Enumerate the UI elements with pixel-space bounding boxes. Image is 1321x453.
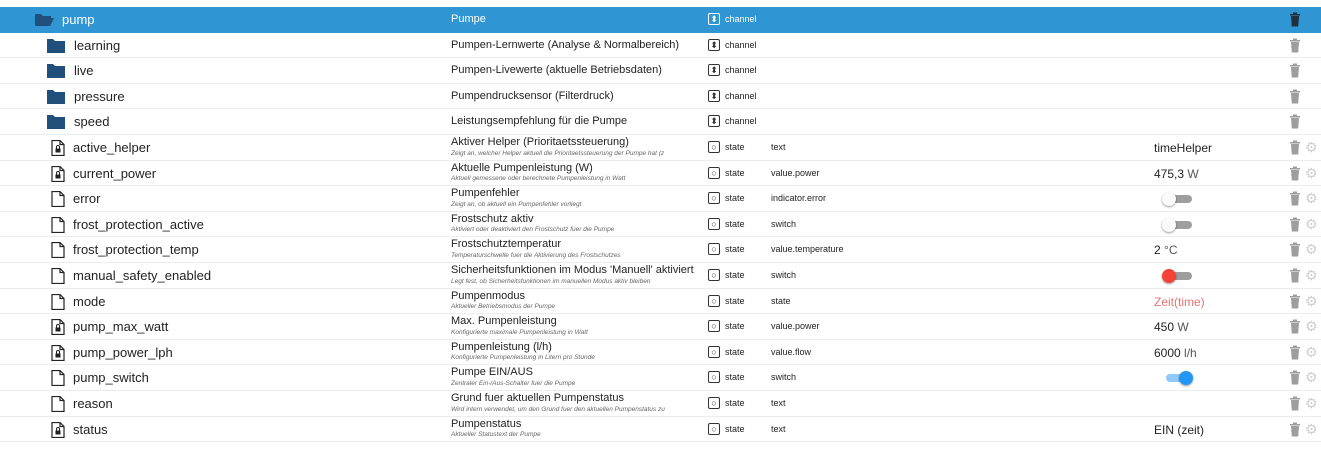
object-name: manual_safety_enabled: [73, 268, 212, 283]
channel-type-icon: [708, 13, 720, 25]
object-name: error: [73, 191, 101, 207]
object-title-cell: [451, 212, 707, 237]
state-type-icon: [708, 192, 720, 204]
folder-icon: [46, 89, 66, 105]
object-value[interactable]: [1154, 320, 1189, 334]
value-text: 450: [1154, 320, 1175, 335]
object-title: Pumpenstatus: [451, 417, 522, 430]
object-description: Aktueller Betriebsmodus der Pumpe: [451, 303, 556, 311]
tree-row-pump[interactable]: [0, 7, 1321, 33]
object-role: switch: [771, 372, 797, 383]
object-type: state: [725, 346, 745, 357]
tree-row-pump_switch[interactable]: [0, 365, 1321, 391]
object-role: value.power: [771, 167, 820, 178]
object-title: Leistungsempfehlung für die Pumpe: [451, 115, 628, 128]
value-unit: (time): [1174, 294, 1205, 309]
object-title-cell: [451, 84, 707, 109]
file-icon: [48, 191, 68, 207]
object-title: Pumpe EIN/AUS: [451, 366, 533, 379]
tree-row-manual_safety_enabled[interactable]: [0, 263, 1321, 289]
object-title: Grund fuer aktuellen Pumpenstatus: [451, 392, 625, 404]
gear-icon[interactable]: ⚙: [1305, 369, 1318, 386]
state-type-icon: [708, 320, 720, 332]
file-icon: [48, 370, 68, 386]
state-type-icon: [708, 141, 720, 153]
object-name: pump_switch: [73, 370, 149, 386]
object-title-cell: [451, 391, 707, 416]
object-title-cell: [451, 237, 707, 262]
switch-knob[interactable]: [1162, 192, 1176, 206]
value-unit: W: [1177, 320, 1189, 335]
state-type-icon: [708, 243, 720, 255]
object-title-cell: [451, 186, 707, 211]
file-icon: [48, 217, 68, 233]
trash-icon[interactable]: [1289, 63, 1301, 78]
object-type: state: [725, 295, 745, 306]
switch-knob[interactable]: [1162, 269, 1176, 283]
trash-icon[interactable]: [1289, 294, 1301, 309]
object-value[interactable]: [1154, 423, 1204, 437]
state-type-icon: [708, 167, 720, 179]
object-name: pump: [62, 12, 95, 27]
value-unit: W: [1187, 166, 1199, 181]
object-description: Aktueller Statustext der Pumpe: [451, 431, 541, 439]
gear-icon[interactable]: ⚙: [1305, 395, 1318, 411]
file-lock-icon: [48, 140, 68, 156]
object-value[interactable]: [1154, 141, 1212, 155]
object-title: Frostschutz aktiv: [451, 212, 534, 225]
folder-icon: [46, 114, 66, 130]
state-type-icon: [708, 423, 720, 435]
object-name: status: [73, 421, 108, 437]
object-name: pump_power_lph: [73, 344, 173, 360]
gear-icon[interactable]: ⚙: [1305, 267, 1318, 283]
tree-row-pump_max_watt[interactable]: [0, 314, 1321, 340]
file-lock-icon: [48, 345, 68, 361]
file-icon: [48, 294, 68, 310]
state-type-icon: [708, 346, 720, 358]
tree-row-reason[interactable]: [0, 391, 1321, 417]
object-name: frost_protection_active: [73, 216, 204, 232]
gear-icon[interactable]: ⚙: [1305, 164, 1318, 181]
object-title: Pumpenfehler: [451, 187, 520, 200]
state-type-icon: [708, 371, 720, 383]
object-description: Zentraler Ein-/Aus-Schalter fuer die Pumpe: [451, 379, 576, 387]
tree-row-pressure[interactable]: [0, 84, 1321, 110]
value-toggle-switch[interactable]: [1162, 269, 1192, 283]
object-role: switch: [771, 270, 797, 280]
trash-icon[interactable]: [1289, 12, 1301, 27]
folder-icon: [46, 63, 66, 79]
object-type: channel: [725, 14, 757, 24]
state-type-icon: [708, 397, 720, 409]
value-toggle-switch[interactable]: [1162, 218, 1192, 232]
tree-row-status[interactable]: [0, 417, 1321, 443]
object-name: mode: [73, 293, 106, 309]
value-toggle-switch[interactable]: [1162, 192, 1192, 206]
object-title-cell: [451, 58, 707, 83]
object-title-cell: [451, 263, 707, 288]
object-title-cell: [451, 365, 707, 390]
gear-icon[interactable]: ⚙: [1305, 139, 1318, 155]
channel-type-icon: [708, 39, 720, 51]
object-type: state: [725, 372, 745, 383]
folder-open-icon: [34, 12, 54, 28]
object-role: text: [771, 398, 786, 408]
file-lock-icon: [48, 166, 68, 182]
object-name: learning: [74, 37, 121, 53]
gear-icon[interactable]: ⚙: [1305, 420, 1318, 437]
object-type: state: [725, 398, 745, 408]
state-type-icon: [708, 295, 720, 307]
object-title-cell: [451, 7, 707, 32]
object-role: state: [771, 295, 791, 306]
tree-row-learning[interactable]: [0, 33, 1321, 59]
object-title: Frostschutztemperatur: [451, 238, 562, 251]
object-value[interactable]: [1154, 346, 1197, 360]
object-title-cell: [451, 135, 707, 160]
trash-icon[interactable]: [1289, 319, 1301, 334]
object-title-cell: [451, 33, 707, 58]
object-role: text: [771, 423, 786, 434]
object-type: state: [725, 193, 745, 204]
tree-row-frost_protection_temp[interactable]: [0, 237, 1321, 263]
object-description: Zeigt an, welcher Helper aktuell die Prioritaetssteuerung der Pumpe hat (z: [451, 149, 665, 157]
object-title: Pumpen-Lernwerte (Analyse & Normalbereich): [451, 38, 680, 51]
value-text: 2: [1154, 243, 1161, 258]
gear-icon[interactable]: ⚙: [1305, 241, 1318, 258]
tree-row-live[interactable]: [0, 58, 1321, 84]
object-type: state: [725, 142, 745, 152]
gear-icon[interactable]: ⚙: [1305, 190, 1318, 207]
file-icon: [48, 242, 68, 258]
trash-icon[interactable]: [1289, 345, 1301, 360]
tree-row-active_helper[interactable]: [0, 135, 1321, 161]
object-description: Aktuell gemessene oder berechnete Pumpenleistung in Watt: [451, 175, 626, 183]
value-toggle-switch[interactable]: [1162, 371, 1192, 385]
object-description: Konfigurierte Pumpenleistung in Litern pro Stunde: [451, 354, 595, 362]
object-name: pump_max_watt: [73, 319, 169, 335]
object-type: state: [725, 423, 745, 434]
object-value[interactable]: [1154, 167, 1199, 181]
object-title: Max. Pumpenleistung: [451, 315, 557, 328]
trash-icon[interactable]: [1289, 89, 1301, 104]
object-title-cell: [451, 417, 707, 442]
trash-icon[interactable]: [1289, 191, 1301, 206]
object-title: Aktiver Helper (Prioritaetssteuerung): [451, 136, 629, 148]
object-title-cell: [451, 314, 707, 339]
gear-icon[interactable]: ⚙: [1305, 318, 1318, 335]
trash-icon[interactable]: [1289, 370, 1301, 385]
object-type: state: [725, 270, 745, 280]
trash-icon[interactable]: [1289, 38, 1301, 53]
trash-icon[interactable]: [1289, 166, 1301, 181]
value-unit: l/h: [1184, 345, 1197, 360]
file-lock-icon: [48, 319, 68, 335]
object-title-cell: [451, 109, 707, 134]
object-title: Pumpendrucksensor (Filterdruck): [451, 89, 614, 102]
value-text: timeHelper: [1154, 141, 1213, 155]
object-role: text: [771, 142, 786, 152]
value-unit: °C: [1164, 243, 1178, 258]
object-role: value.flow: [771, 346, 812, 357]
object-type: state: [725, 321, 745, 332]
object-type: state: [725, 244, 745, 255]
value-text: EIN (zeit): [1154, 422, 1205, 437]
file-icon: [48, 268, 68, 284]
object-type: channel: [725, 116, 757, 127]
trash-icon[interactable]: [1289, 396, 1301, 411]
tree-row-error[interactable]: [0, 186, 1321, 212]
object-type: channel: [725, 39, 757, 50]
gear-icon[interactable]: ⚙: [1305, 343, 1318, 360]
object-description: Zeigt an, ob aktuell ein Pumpenfehler vorliegt: [451, 200, 582, 208]
tree-row-speed[interactable]: [0, 109, 1321, 135]
trash-icon[interactable]: [1289, 268, 1301, 283]
object-value[interactable]: [1154, 295, 1205, 309]
gear-icon[interactable]: ⚙: [1305, 292, 1318, 309]
object-name: frost_protection_temp: [73, 242, 199, 258]
object-title: Pumpenmodus: [451, 289, 525, 302]
object-value[interactable]: [1154, 243, 1178, 257]
trash-icon[interactable]: [1289, 217, 1301, 232]
value-text: Zeit: [1154, 294, 1175, 309]
object-title: Sicherheitsfunktionen im Modus 'Manuell' aktiviert: [451, 264, 694, 276]
object-name: reason: [73, 396, 113, 411]
switch-knob[interactable]: [1179, 371, 1193, 385]
object-name: pressure: [74, 88, 125, 104]
object-description: Wird intern verwendet, um den Grund fuer den aktuellen Pumpenstatus zu: [451, 405, 665, 413]
object-description: Konfigurierte maximale Pumpenleistung in Watt: [451, 328, 588, 336]
object-role: switch: [771, 218, 797, 229]
object-type: state: [725, 218, 745, 229]
value-text: 6000: [1154, 345, 1181, 360]
channel-type-icon: [708, 115, 720, 127]
object-title-cell: [451, 289, 707, 314]
file-lock-icon: [48, 422, 68, 438]
object-name: current_power: [73, 165, 157, 181]
tree-row-mode[interactable]: [0, 289, 1321, 315]
trash-icon[interactable]: [1289, 422, 1301, 437]
object-title: Pumpenleistung (l/h): [451, 340, 552, 353]
object-role: value.temperature: [771, 244, 844, 255]
object-title-cell: [451, 161, 707, 186]
object-title: Pumpe: [451, 13, 486, 25]
object-description: Legt fest, ob Sicherheitsfunktionen im manuellen Modus aktiv bleiben: [451, 277, 651, 285]
object-description: Aktiviert oder deaktiviert den Frostschutz fuer die Pumpe: [451, 226, 615, 234]
file-icon: [48, 396, 68, 412]
object-type: state: [725, 167, 745, 178]
value-text: 475,3: [1154, 166, 1185, 181]
channel-type-icon: [708, 90, 720, 102]
object-role: indicator.error: [771, 193, 827, 204]
object-name: live: [74, 63, 94, 79]
tree-row-current_power[interactable]: [0, 161, 1321, 187]
switch-knob[interactable]: [1162, 218, 1176, 232]
object-role: value.power: [771, 321, 820, 332]
object-type: channel: [725, 65, 757, 76]
tree-row-frost_protection_active[interactable]: [0, 212, 1321, 238]
trash-icon[interactable]: [1289, 114, 1301, 129]
state-type-icon: [708, 269, 720, 281]
gear-icon[interactable]: ⚙: [1305, 215, 1318, 232]
object-name: active_helper: [73, 140, 151, 155]
object-title-cell: [451, 340, 707, 365]
object-type: channel: [725, 90, 757, 101]
folder-icon: [46, 38, 66, 54]
object-title: Pumpen-Livewerte (aktuelle Betriebsdaten): [451, 64, 662, 77]
trash-icon[interactable]: [1289, 140, 1301, 155]
object-title: Aktuelle Pumpenleistung (W): [451, 161, 593, 174]
object-description: Temperaturschwelle fuer die Aktivierung des Frostschutzes: [451, 251, 621, 259]
channel-type-icon: [708, 64, 720, 76]
object-name: speed: [74, 114, 110, 130]
trash-icon[interactable]: [1289, 242, 1301, 257]
tree-row-pump_power_lph[interactable]: [0, 340, 1321, 366]
state-type-icon: [708, 218, 720, 230]
